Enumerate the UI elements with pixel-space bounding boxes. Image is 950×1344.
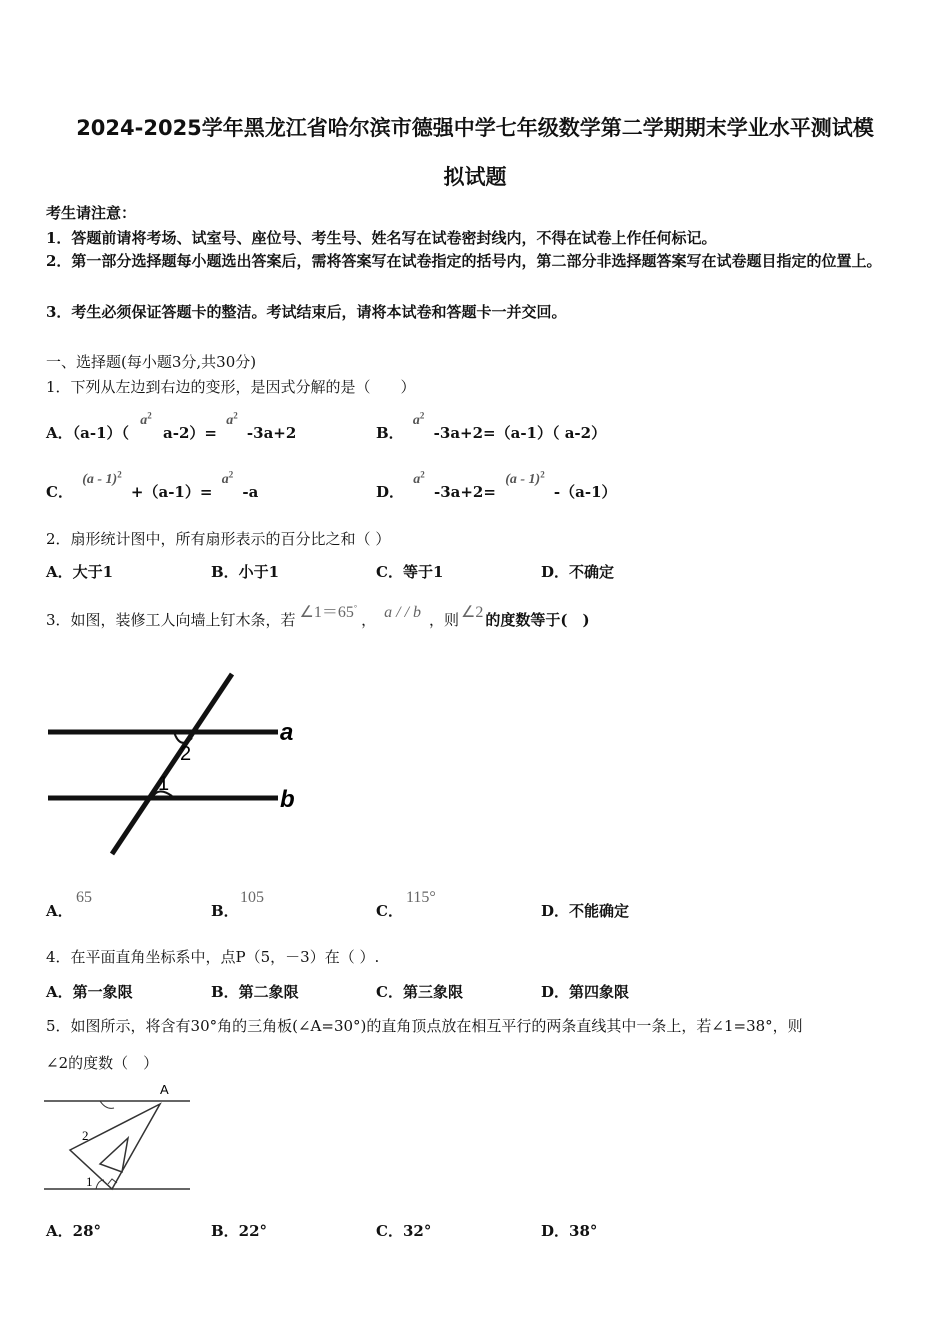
q4-stem: 4．在平面直角坐标系中，点P（5，－3）在（ ）. <box>46 948 380 966</box>
notice-item-1: 1．答题前请将考场、试室号、座位号、考生号、姓名写在试卷密封线内，不得在试卷上作任何标记。 <box>46 229 717 247</box>
q5-figure <box>40 1076 200 1198</box>
q1-option-c <box>46 469 259 502</box>
label-angle-1: 1 <box>158 773 170 795</box>
q4-option-c: C．第三象限 <box>376 983 463 1001</box>
q2-option-d: D．不确定 <box>541 563 615 581</box>
q2-option-b: B．小于1 <box>211 563 280 581</box>
label-b: b <box>280 786 295 813</box>
q3-stem-text-2: ， <box>361 611 377 629</box>
q1-a-text-1: A．（a-1）（ <box>46 424 130 442</box>
q3-option-a: A． <box>46 902 73 920</box>
q5-stem-continued: ∠2的度数（ ） <box>46 1054 159 1072</box>
q3-parallel-math: a / / b <box>384 604 422 621</box>
notice-item-2: 2．第一部分选择题每小题选出答案后，需将答案写在试卷指定的括号内，第二部分非选择题答案写在试卷题目指定的位置上。 <box>46 252 882 270</box>
notice-heading: 考生请注意： <box>46 204 137 222</box>
q4-option-a: A．第一象限 <box>46 983 133 1001</box>
q1-a-math-2: $a^2$ <box>226 410 238 428</box>
section-heading: 一、选择题(每小题3分,共30分) <box>46 353 257 371</box>
label-angle-2: 2 <box>180 743 192 765</box>
q4-option-b: B．第二象限 <box>211 983 299 1001</box>
triangle-ruler-outer <box>70 1104 160 1189</box>
q1-a-math-1: $a^2$ <box>140 410 152 428</box>
q5-stem: 5．如图所示，将含有30°角的三角板(∠A=30°)的直角顶点放在相互平行的两条直线其中一条上，若∠1=38°，则 <box>46 1017 803 1035</box>
q1-c-math-2: $a^2$ <box>221 469 234 487</box>
transversal-line <box>112 674 232 854</box>
q1-option-d <box>376 469 617 502</box>
q1-b-text-1: B． <box>376 424 404 442</box>
q1-c-text-2: +（a-1）= <box>130 483 213 501</box>
q3-stem <box>46 603 590 630</box>
q1-a-text-3: -3a+2 <box>246 424 297 442</box>
q1-d-text-1: D． <box>376 483 405 501</box>
q1-d-text-2: -3a+2= <box>433 483 496 501</box>
q1-c-math-1: (a - 1)$^2$ <box>82 469 122 487</box>
q2-option-c: C．等于1 <box>376 563 444 581</box>
q2-stem: 2．扇形统计图中，所有扇形表示的百分比之和（ ） <box>46 530 391 548</box>
q3-option-c: C． <box>376 902 403 920</box>
q1-d-math-1: $a^2$ <box>413 469 425 487</box>
q1-b-math-1: $a^2$ <box>412 410 425 428</box>
label-vertex-a: A <box>160 1082 169 1097</box>
q1-c-text-1: C． <box>46 483 73 501</box>
q3-stem-text-3: ，则 <box>429 611 460 629</box>
q5-option-d: D．38° <box>541 1222 598 1240</box>
q1-a-text-2: a-2）= <box>163 424 217 442</box>
q3-option-c-value: 115° <box>406 889 436 906</box>
q4-option-d: D．第四象限 <box>541 983 630 1001</box>
page-title: 2024-2025学年黑龙江省哈尔滨市德强中学七年级数学第二学期期末学业水平测试模 <box>76 116 874 140</box>
q3-option-a-value: 65 <box>76 889 92 906</box>
q1-c-text-3: -a <box>242 483 259 501</box>
q3-option-d: D．不能确定 <box>541 902 630 920</box>
q3-option-b-value: 105 <box>240 889 264 906</box>
q3-angle-2-math: ∠2 <box>461 604 484 621</box>
q1-b-text-2: -3a+2=（a-1）（ a-2） <box>433 424 607 442</box>
q5-option-b: B．22° <box>211 1222 268 1240</box>
q1-d-math-2: (a - 1)$^2$ <box>505 469 545 487</box>
q3-option-b: B． <box>211 902 239 920</box>
page-title-continued: 拟试题 <box>443 165 507 189</box>
label-a: a <box>280 719 294 746</box>
q1-stem: 1．下列从左边到右边的变形，是因式分解的是（ ） <box>46 378 416 396</box>
q3-stem-text-1: 3．如图，装修工人向墙上钉木条，若 <box>46 611 296 629</box>
q5-option-a: A．28° <box>46 1222 102 1240</box>
q5-option-c: C．32° <box>376 1222 432 1240</box>
q3-angle-1-math: ∠1＝65° <box>299 603 358 621</box>
q1-option-a <box>46 410 297 443</box>
notice-item-3: 3．考生必须保证答题卡的整洁。考试结束后，请将本试卷和答题卡一并交回。 <box>46 303 567 321</box>
q1-d-text-3: -（a-1） <box>553 483 617 501</box>
q1-option-b <box>376 410 607 443</box>
angle-2-arc <box>100 1101 114 1108</box>
q2-option-a: A．大于1 <box>46 563 114 581</box>
label-angle-1: 1 <box>86 1174 93 1189</box>
label-angle-2: 2 <box>82 1128 89 1143</box>
q3-figure <box>40 668 310 860</box>
q3-stem-text-4: 的度数等于( ) <box>485 611 590 629</box>
